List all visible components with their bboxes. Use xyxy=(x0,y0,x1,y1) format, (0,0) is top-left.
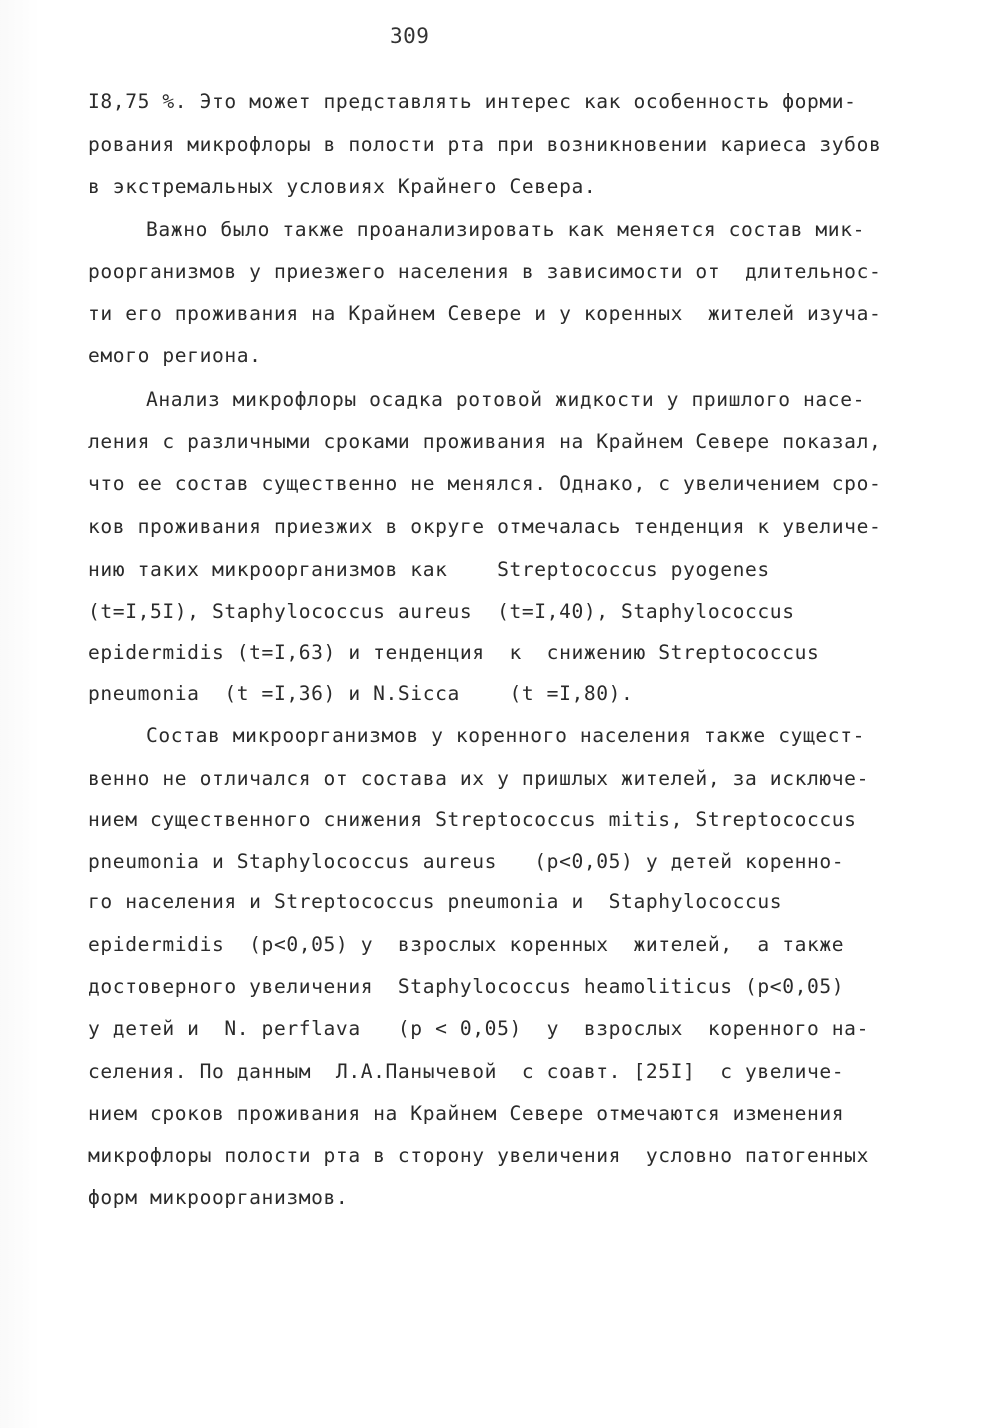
text-line: что ее состав существенно не менялся. Однако, с увеличением сро- xyxy=(88,472,882,495)
text-line: венно не отличался от состава их у пришлых жителей, за исключе- xyxy=(88,767,869,790)
text-line: у детей и N. perflava (p < 0,05) у взрослых коренного на- xyxy=(88,1017,869,1040)
text-line: в экстремальных условиях Крайнего Севера. xyxy=(88,175,597,198)
scan-edge-shading xyxy=(0,0,40,1428)
text-line: нием сроков проживания на Крайнем Севере отмечаются изменения xyxy=(88,1102,845,1125)
text-line: селения. По данным Л.А.Панычевой с соавт. [25I] с увеличе- xyxy=(88,1060,845,1083)
text-line: I8,75 %. Это может представлять интерес как особенность форми- xyxy=(88,90,857,113)
text-line: нием существенного снижения Streptococcus mitis, Streptococcus xyxy=(88,808,857,831)
text-line: (t=I,5I), Staphylococcus aureus (t=I,40), Staphylococcus xyxy=(88,600,795,623)
text-line: pneumonia (t =I,36) и N.Sicca (t =I,80). xyxy=(88,682,634,705)
text-line: epidermidis (p<0,05) у взрослых коренных жителей, а также xyxy=(88,933,845,956)
text-line: ти его проживания на Крайнем Севере и у коренных жителей изуча- xyxy=(88,302,882,325)
text-line: микрофлоры полости рта в сторону увеличения условно патогенных xyxy=(88,1144,869,1167)
text-line: го населения и Streptococcus pneumonia и Staphylococcus xyxy=(88,890,783,913)
text-line: Состав микроорганизмов у коренного населения также сущест- xyxy=(146,724,865,747)
text-line: pneumonia и Staphylococcus aureus (p<0,05) у детей коренно- xyxy=(88,850,845,873)
text-line: epidermidis (t=I,63) и тенденция к снижению Streptococcus xyxy=(88,641,820,664)
text-line: роорганизмов у приезжего населения в зависимости от длительнос- xyxy=(88,260,882,283)
text-line: достоверного увеличения Staphylococcus heamoliticus (p<0,05) xyxy=(88,975,845,998)
text-line: нию таких микроорганизмов как Streptococcus pyogenes xyxy=(88,558,770,581)
text-line: Важно было также проанализировать как меняется состав мик- xyxy=(146,218,865,241)
text-line: рования микрофлоры в полости рта при возникновении кариеса зубов xyxy=(88,133,882,156)
text-line: Анализ микрофлоры осадка ротовой жидкости у пришлого насе- xyxy=(146,388,865,411)
text-line: ления с различными сроками проживания на Крайнем Севере показал, xyxy=(88,430,882,453)
text-line: емого региона. xyxy=(88,344,262,367)
text-line: форм микроорганизмов. xyxy=(88,1186,349,1209)
text-line: ков проживания приезжих в округе отмечалась тенденция к увеличе- xyxy=(88,515,882,538)
page-number: 309 xyxy=(390,24,430,48)
